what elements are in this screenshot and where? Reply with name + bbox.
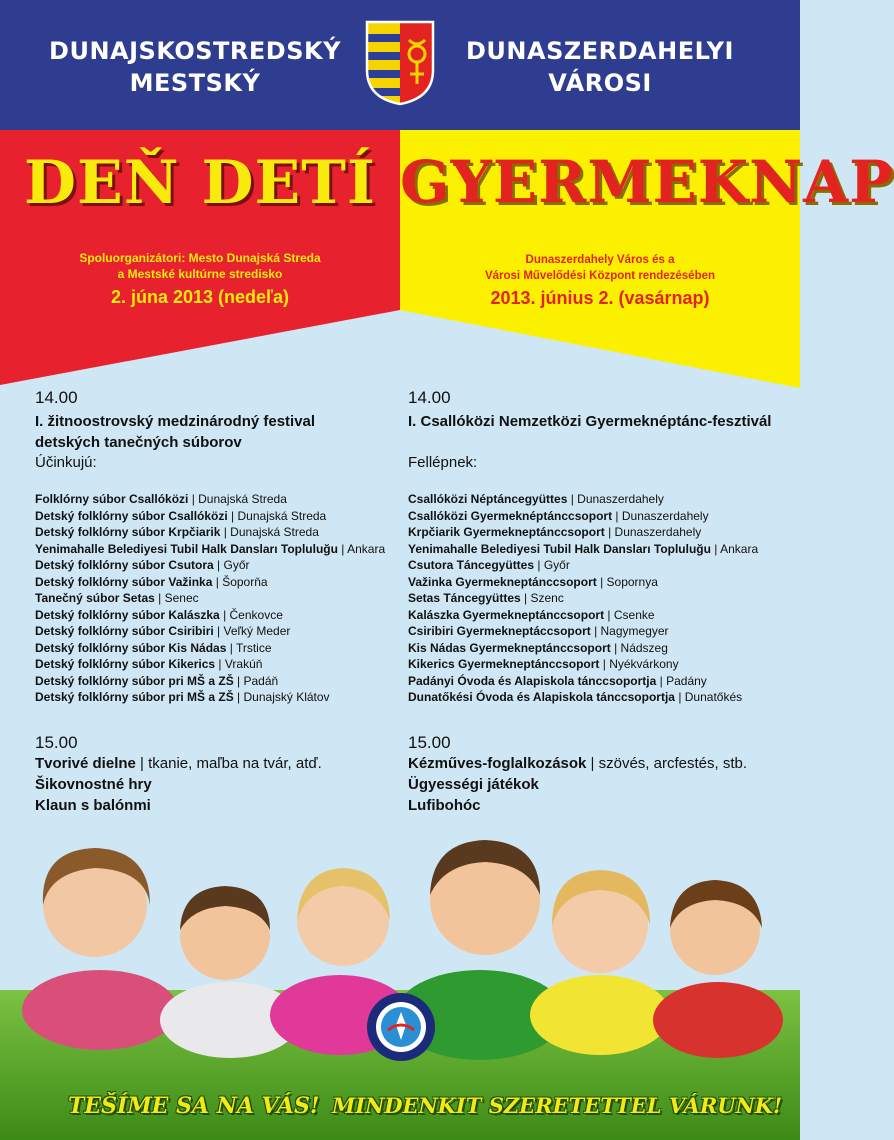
item-name: Detský folklórny súbor pri MŠ a ZŠ bbox=[35, 690, 234, 704]
hungarian-organizers-line2: Városi Művelődési Központ rendezésében bbox=[484, 270, 716, 282]
item-detail: | Trstice bbox=[226, 640, 272, 655]
list-item bbox=[408, 753, 796, 774]
item-name: Detský folklórny súbor Važinka bbox=[35, 574, 213, 589]
item-detail: | Ankara bbox=[710, 541, 759, 556]
item-detail: | Čenkovce bbox=[219, 607, 283, 622]
slovak-title: DEŇ DETÍ bbox=[24, 148, 376, 218]
list-item bbox=[408, 623, 796, 640]
slovak-session1-title-line2: detských tanečných súborov bbox=[35, 434, 242, 451]
slovak-slogan: TEŠÍME SA NA VÁS! bbox=[68, 1093, 320, 1119]
hungarian-date: 2013. június 2. (vasárnap) bbox=[490, 288, 710, 308]
item-name: Detský folklórny súbor Csiribiri bbox=[35, 624, 214, 638]
item-detail: | Dunajská Streda bbox=[188, 492, 287, 506]
list-item bbox=[35, 656, 400, 673]
slovak-organizers-line1: Spoluorganizátori: Mesto Dunajská Streda bbox=[79, 251, 321, 265]
item-name: Csallóközi Gyermeknéptánccsoport bbox=[408, 508, 613, 523]
item-name: Csutora Táncegyüttes bbox=[408, 558, 535, 572]
item-name: Šikovnostné hry bbox=[35, 776, 152, 793]
list-item bbox=[35, 795, 400, 816]
list-item bbox=[35, 508, 400, 525]
list-item bbox=[408, 574, 796, 591]
item-detail: | Győr bbox=[534, 558, 570, 572]
list-item bbox=[35, 623, 400, 640]
item-name: Klaun s balónmi bbox=[35, 797, 151, 814]
item-name: Tvorivé dielne bbox=[35, 755, 136, 772]
slovak-session1-time: 14.00 bbox=[35, 388, 78, 407]
item-name: Detský folklórny súbor Krpčiarik bbox=[35, 525, 221, 539]
item-detail: | Sopornya bbox=[596, 574, 658, 589]
item-detail: | Dunaszerdahely bbox=[604, 525, 702, 539]
header-right-text bbox=[450, 35, 750, 99]
item-name: Detský folklórny súbor Kis Nádas bbox=[35, 640, 227, 655]
item-detail: | Dunaszerdahely bbox=[567, 492, 664, 506]
item-name: Važinka Gyermekneptánccsoport bbox=[408, 574, 597, 589]
cultural-center-logo bbox=[366, 992, 436, 1062]
list-item bbox=[408, 640, 796, 657]
list-item bbox=[35, 689, 400, 706]
slovak-organizers-line2: a Mestské kultúrne stredisko bbox=[117, 267, 283, 281]
list-item bbox=[35, 557, 400, 574]
list-item bbox=[35, 574, 400, 591]
item-detail: | Nádszeg bbox=[610, 640, 668, 655]
slovak-session2-time: 15.00 bbox=[35, 733, 78, 752]
item-name: Detský folklórny súbor Kalászka bbox=[35, 607, 220, 622]
item-detail: | Dunajský Klátov bbox=[233, 690, 330, 704]
item-name: Folklórny súbor Csallóközi bbox=[35, 492, 189, 506]
header-left-line2: MESTSKÝ bbox=[129, 69, 261, 97]
item-detail: | Nagymegyer bbox=[590, 624, 669, 638]
slovak-date: 2. júna 2013 (nedeľa) bbox=[110, 287, 289, 307]
item-name: Kis Nádas Gyermekneptánccsoport bbox=[408, 640, 611, 655]
item-name: Tanečný súbor Setas bbox=[35, 591, 155, 605]
list-item bbox=[35, 607, 400, 624]
item-detail: | Padány bbox=[656, 673, 707, 688]
header-right-line1: DUNASZERDAHELYI bbox=[466, 37, 734, 65]
list-item bbox=[35, 640, 400, 657]
list-item bbox=[408, 795, 796, 816]
slovak-performers-list bbox=[35, 491, 400, 706]
hungarian-slogan: MINDENKIT SZERETETTEL VÁRUNK! bbox=[332, 1093, 783, 1118]
hungarian-title: GYERMEKNAP bbox=[400, 148, 894, 216]
slovak-organizers bbox=[0, 250, 400, 282]
item-name: Ügyességi játékok bbox=[408, 776, 539, 793]
item-detail: | Šoporňa bbox=[212, 574, 268, 589]
list-item bbox=[408, 656, 796, 673]
item-detail: | Szenc bbox=[520, 591, 564, 605]
item-name: Setas Táncegyüttes bbox=[408, 591, 521, 605]
item-name: Dunatőkési Óvoda és Alapiskola tánccsoportja bbox=[408, 690, 675, 704]
list-item bbox=[408, 689, 796, 706]
hungarian-organizers bbox=[400, 252, 800, 284]
item-name: Krpčiarik Gyermekneptánccsoport bbox=[408, 525, 605, 539]
slovak-session1-title bbox=[35, 411, 395, 453]
list-item bbox=[35, 774, 400, 795]
hungarian-activities-list bbox=[408, 753, 796, 816]
list-item bbox=[408, 524, 796, 541]
item-detail: | Nyékvárkony bbox=[599, 657, 679, 671]
item-name: Kalászka Gyermekneptánccsoport bbox=[408, 607, 605, 622]
item-name: Padányi Óvoda és Alapiskola tánccsoportja bbox=[408, 673, 657, 688]
list-item bbox=[408, 541, 796, 558]
hungarian-session1-title: I. Csallóközi Nemzetközi Gyermeknéptánc-fesztivál bbox=[408, 413, 772, 430]
coat-of-arms-icon bbox=[365, 20, 435, 106]
item-detail: | Dunatőkés bbox=[674, 690, 743, 704]
item-detail: | Csenke bbox=[604, 607, 655, 622]
hungarian-organizers-line1: Dunaszerdahely Város és a bbox=[525, 254, 675, 266]
children-photo bbox=[0, 820, 800, 1140]
item-detail: | tkanie, maľba na tvár, atď. bbox=[135, 755, 322, 772]
item-name: Kikerics Gyermekneptánccsoport bbox=[408, 657, 600, 671]
list-item bbox=[35, 541, 400, 558]
item-name: Yenimahalle Belediyesi Tubil Halk Dansları Topluluğu bbox=[408, 541, 711, 556]
item-name: Lufibohóc bbox=[408, 797, 481, 814]
list-item bbox=[35, 524, 400, 541]
item-detail: | Senec bbox=[154, 591, 199, 605]
list-item bbox=[408, 774, 796, 795]
item-detail: | Győr bbox=[213, 558, 250, 572]
header-right-line2: VÁROSI bbox=[548, 69, 652, 97]
list-item bbox=[408, 673, 796, 690]
item-name: Detský folklórny súbor Csutora bbox=[35, 558, 214, 572]
item-detail: | Dunajská Streda bbox=[227, 508, 327, 523]
item-name: Yenimahalle Belediyesi Tubil Halk Dansları Topluluğu bbox=[35, 541, 338, 556]
header-left-line1: DUNAJSKOSTREDSKÝ bbox=[49, 37, 341, 65]
item-name: Detský folklórny súbor Csallóközi bbox=[35, 508, 228, 523]
list-item bbox=[35, 673, 400, 690]
item-name: Detský folklórny súbor pri MŠ a ZŠ bbox=[35, 673, 234, 688]
hungarian-session1-time: 14.00 bbox=[408, 388, 451, 407]
item-name: Kézműves-foglalkozások bbox=[408, 755, 587, 772]
hungarian-performers-label: Fellépnek: bbox=[408, 454, 478, 471]
slovak-activities-list bbox=[35, 753, 400, 816]
item-name: Csiribiri Gyermekneptáccsoport bbox=[408, 624, 591, 638]
list-item bbox=[408, 508, 796, 525]
item-detail: | Dunaszerdahely bbox=[612, 508, 709, 523]
item-name: Csallóközi Néptáncegyüttes bbox=[408, 492, 568, 506]
hungarian-performers-list bbox=[408, 491, 796, 706]
item-detail: | Veľký Meder bbox=[213, 624, 291, 638]
list-item bbox=[35, 753, 400, 774]
item-name: Detský folklórny súbor Kikerics bbox=[35, 657, 216, 671]
list-item bbox=[408, 590, 796, 607]
slovak-session1-title-line1: I. žitnoostrovský medzinárodný festival bbox=[35, 413, 316, 430]
item-detail: | szövés, arcfestés, stb. bbox=[586, 755, 748, 772]
item-detail: | Dunajská Streda bbox=[220, 525, 319, 539]
list-item bbox=[35, 491, 400, 508]
list-item bbox=[408, 491, 796, 508]
item-detail: | Padáň bbox=[233, 673, 279, 688]
hungarian-session2-time: 15.00 bbox=[408, 733, 451, 752]
list-item bbox=[408, 557, 796, 574]
item-detail: | Ankara bbox=[337, 541, 386, 556]
header-left-text bbox=[40, 35, 350, 99]
list-item bbox=[408, 607, 796, 624]
list-item bbox=[35, 590, 400, 607]
slovak-performers-label: Účinkujú: bbox=[35, 454, 97, 471]
item-detail: | Vrakúň bbox=[215, 657, 263, 671]
